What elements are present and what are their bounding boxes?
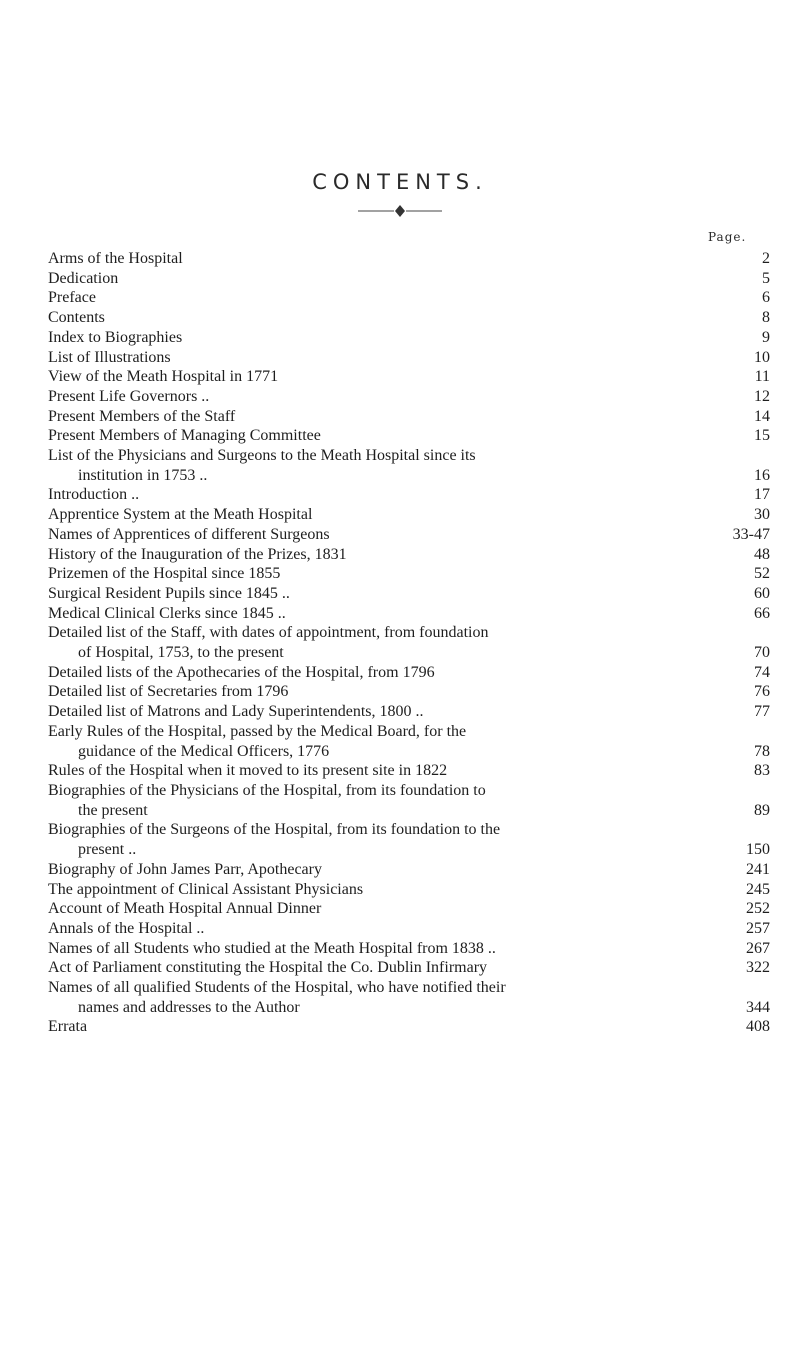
toc-entry-title-block — [48, 663, 718, 683]
toc-entry-title-block — [48, 545, 718, 565]
toc-entry-title-continuation: present .. — [78, 841, 137, 859]
toc-entry-title-continuation: institution in 1753 .. — [78, 466, 208, 484]
toc-entry-page: 16 — [754, 466, 770, 484]
toc-entry-title: Present Members of the Staff — [48, 407, 236, 425]
toc-entry-title-block — [48, 485, 718, 505]
toc-entry-page: 408 — [746, 1018, 770, 1036]
toc-entry — [48, 623, 770, 662]
toc-entry-title-block — [48, 308, 718, 328]
toc-entry-title-block — [48, 682, 718, 702]
toc-entry-title-block — [48, 722, 718, 761]
toc-entry — [48, 564, 770, 584]
toc-entry-title-continuation: names and addresses to the Author — [78, 998, 300, 1016]
toc-entry — [48, 269, 770, 289]
toc-entry — [48, 407, 770, 427]
toc-entry-title-block — [48, 426, 718, 446]
toc-entry-title: Act of Parliament constituting the Hospital the Co. Dublin Infirmary — [48, 959, 488, 977]
toc-entry — [48, 781, 770, 820]
toc-entry-page: 5 — [762, 269, 770, 287]
toc-entry-title: Dedication — [48, 269, 119, 287]
toc-entry-title: Detailed list of Secretaries from 1796 — [48, 683, 289, 701]
toc-entry-title-block — [48, 328, 718, 348]
toc-entry-title: Errata — [48, 1018, 88, 1036]
toc-entry-page: 33-47 — [732, 525, 770, 543]
toc-entry — [48, 682, 770, 702]
toc-entry — [48, 860, 770, 880]
toc-entry-title: Names of Apprentices of different Surgeons — [48, 525, 330, 543]
toc-entry-title: Biographies of the Physicians of the Hospital, from its foundation to — [48, 781, 486, 799]
toc-entry-title: List of the Physicians and Surgeons to the Meath Hospital since its — [48, 447, 476, 465]
toc-entry-page: 14 — [754, 407, 770, 425]
toc-entry — [48, 663, 770, 683]
toc-entry-title: History of the Inauguration of the Prizes, 1831 — [48, 545, 347, 563]
toc-entry-page: 15 — [754, 427, 770, 445]
toc-entry — [48, 387, 770, 407]
toc-entry-page: 150 — [746, 841, 770, 859]
toc-entry-page: 74 — [754, 663, 770, 681]
toc-entry-title-block — [48, 269, 718, 289]
toc-entry — [48, 702, 770, 722]
toc-entry-title-block — [48, 387, 718, 407]
toc-entry-title: Biographies of the Surgeons of the Hospital, from its foundation to the — [48, 821, 501, 839]
toc-entry — [48, 525, 770, 545]
toc-entry-title: Account of Meath Hospital Annual Dinner — [48, 900, 322, 918]
toc-entry-title: Names of all qualified Students of the Hospital, who have notified their — [48, 979, 506, 997]
toc-entry-page: 10 — [754, 348, 770, 366]
toc-entry-title-block — [48, 978, 718, 1017]
toc-entry-page: 60 — [754, 584, 770, 602]
toc-entry-page: 70 — [754, 644, 770, 662]
toc-entry-title-block — [48, 249, 718, 269]
toc-entry-title: Index to Biographies — [48, 328, 183, 346]
toc-entry-title-block — [48, 702, 718, 722]
toc-entry — [48, 761, 770, 781]
toc-entry-title-block — [48, 348, 718, 368]
toc-entry-title: Detailed lists of the Apothecaries of the Hospital, from 1796 — [48, 663, 435, 681]
toc-entry-page: 257 — [746, 919, 770, 937]
toc-entry — [48, 958, 770, 978]
toc-entry-page: 241 — [746, 860, 770, 878]
toc-entry-title-continuation: guidance of the Medical Officers, 1776 — [78, 742, 330, 760]
toc-entry-title: The appointment of Clinical Assistant Physicians — [48, 880, 364, 898]
toc-entry-page: 267 — [746, 939, 770, 957]
toc-entry-title-block — [48, 781, 718, 820]
toc-entry — [48, 604, 770, 624]
toc-entry-title-block — [48, 604, 718, 624]
toc-entry-title: Preface — [48, 289, 96, 307]
toc-entry-page: 66 — [754, 604, 770, 622]
toc-entry-title-continuation: of Hospital, 1753, to the present — [78, 644, 284, 662]
toc-entry-title-block — [48, 919, 718, 939]
toc-entry-title-block — [48, 584, 718, 604]
toc-entry — [48, 367, 770, 387]
toc-entry-page: 83 — [754, 762, 770, 780]
toc-entry-title: Annals of the Hospital .. — [48, 919, 205, 937]
toc-entry-title: Rules of the Hospital when it moved to its present site in 1822 — [48, 762, 448, 780]
toc-entry-title: Apprentice System at the Meath Hospital — [48, 506, 313, 524]
toc-entry-page: 11 — [754, 368, 770, 386]
toc-entry-page: 252 — [746, 900, 770, 918]
toc-entry-title: Medical Clinical Clerks since 1845 .. — [48, 604, 286, 622]
toc-entry-title: Contents — [48, 309, 105, 327]
toc-entry — [48, 545, 770, 565]
toc-entry-title-block — [48, 958, 718, 978]
toc-entry-title: View of the Meath Hospital in 1771 — [48, 368, 279, 386]
toc-entry — [48, 820, 770, 859]
toc-entry-page: 89 — [754, 801, 770, 819]
toc-entry — [48, 328, 770, 348]
toc-entry-page: 6 — [762, 289, 770, 307]
contents-list — [48, 249, 770, 1037]
toc-entry — [48, 1017, 770, 1037]
toc-entry — [48, 485, 770, 505]
toc-entry-title-block — [48, 1017, 718, 1037]
toc-entry-page: 30 — [754, 506, 770, 524]
toc-entry — [48, 880, 770, 900]
toc-entry-title-continuation: the present — [78, 801, 148, 819]
toc-entry-title-block — [48, 761, 718, 781]
page-title: CONTENTS. — [312, 170, 488, 194]
toc-entry-title-block — [48, 288, 718, 308]
toc-entry-title-block — [48, 367, 718, 387]
toc-entry-title-block — [48, 880, 718, 900]
toc-entry — [48, 348, 770, 368]
toc-entry — [48, 505, 770, 525]
toc-entry-page: 12 — [754, 387, 770, 405]
toc-entry-title: Biography of John James Parr, Apothecary — [48, 860, 322, 878]
toc-entry-title-block — [48, 860, 718, 880]
toc-entry-title: Prizemen of the Hospital since 1855 — [48, 565, 281, 583]
toc-entry-page: 77 — [754, 703, 770, 721]
toc-entry-title-block — [48, 446, 718, 485]
toc-entry-page: 52 — [754, 565, 770, 583]
toc-entry-page: 2 — [762, 250, 770, 267]
toc-entry — [48, 584, 770, 604]
toc-entry-title: Detailed list of Matrons and Lady Superintendents, 1800 .. — [48, 703, 424, 721]
toc-entry — [48, 978, 770, 1017]
toc-entry — [48, 446, 770, 485]
toc-entry — [48, 288, 770, 308]
toc-entry-title-block — [48, 407, 718, 427]
toc-entry-page: 9 — [762, 328, 770, 346]
toc-entry-page: 76 — [754, 683, 770, 701]
toc-entry-title-block — [48, 820, 718, 859]
toc-entry-title-block — [48, 505, 718, 525]
toc-entry-title-block — [48, 525, 718, 545]
toc-entry-title: Surgical Resident Pupils since 1845 .. — [48, 584, 290, 602]
toc-entry-title-block — [48, 939, 718, 959]
toc-entry-page: 322 — [746, 959, 770, 977]
toc-entry-page: 245 — [746, 880, 770, 898]
toc-entry — [48, 722, 770, 761]
toc-entry-page: 78 — [754, 742, 770, 760]
toc-entry-title: Detailed list of the Staff, with dates of appointment, from foundation — [48, 624, 489, 642]
toc-entry — [48, 919, 770, 939]
toc-entry-title: Early Rules of the Hospital, passed by the Medical Board, for the — [48, 722, 467, 740]
toc-entry-title: Introduction .. — [48, 486, 140, 504]
toc-entry-page: 344 — [746, 998, 770, 1016]
toc-entry — [48, 308, 770, 328]
page-column-label: Page. — [708, 230, 747, 244]
toc-entry-title: Arms of the Hospital — [48, 250, 183, 267]
toc-entry — [48, 939, 770, 959]
toc-entry-title-block — [48, 623, 718, 662]
toc-entry — [48, 426, 770, 446]
toc-entry-title: Present Life Governors .. — [48, 387, 210, 405]
toc-entry-title-block — [48, 899, 718, 919]
diamond-rule-ornament — [340, 204, 460, 218]
toc-entry — [48, 249, 770, 269]
toc-entry-title-block — [48, 564, 718, 584]
toc-entry-page: 48 — [754, 545, 770, 563]
toc-entry-page: 8 — [762, 309, 770, 327]
toc-entry-title: List of Illustrations — [48, 348, 171, 366]
toc-entry-title: Present Members of Managing Committee — [48, 427, 321, 445]
toc-entry-title: Names of all Students who studied at the Meath Hospital from 1838 .. — [48, 939, 496, 957]
toc-entry-page: 17 — [754, 486, 770, 504]
toc-entry — [48, 899, 770, 919]
